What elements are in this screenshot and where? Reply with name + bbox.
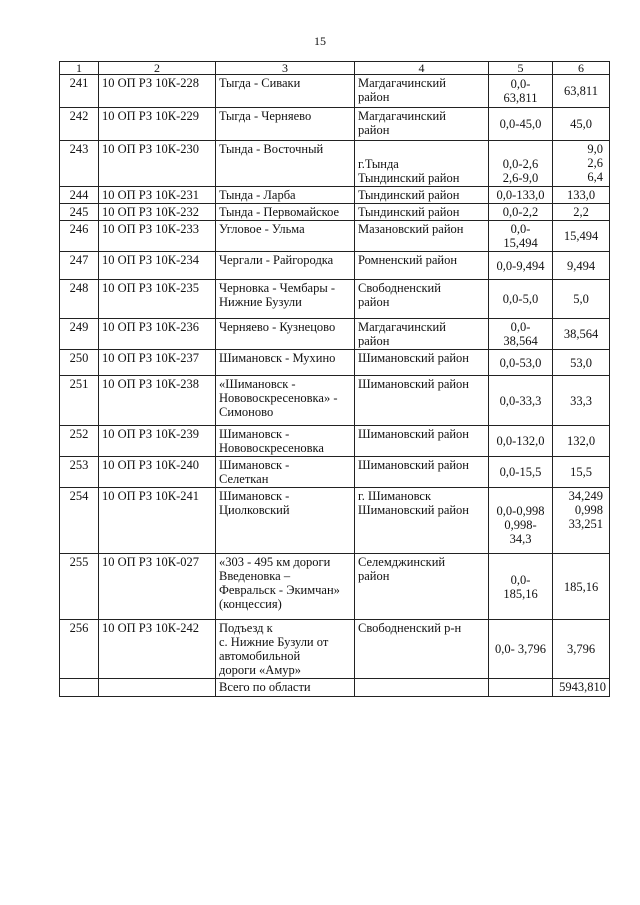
cell-line: 185,16 [503,586,538,601]
table-row [60,457,610,488]
km-range [489,187,553,204]
cell-line: Магдагачинский [358,320,446,334]
road-name [216,108,355,141]
cell-line: 0,0-2,6 [502,157,539,171]
district [355,350,489,376]
length-km [553,108,610,141]
total-row [60,679,610,697]
district [355,488,489,554]
cell-line: Магдагачинский [358,76,446,90]
row-number: 242 [60,108,99,141]
cell-line: Угловое - Ульма [219,222,305,236]
cell-line: 2,2 [573,205,589,219]
cell-line: Селеткан [219,472,269,486]
road-name [216,252,355,280]
cell-line: «303 - 495 км дороги [219,555,331,569]
cell-line: Тында - Ларба [219,188,296,202]
row-number: 245 [60,204,99,221]
cell-line: г.Тында [358,157,399,171]
total-label: Всего по области [216,679,355,697]
cell-line: 0,0- [510,320,531,334]
road-name [216,457,355,488]
length-km [553,221,610,252]
cell-line: Тындинский район [358,188,460,202]
column-header: 5 [489,62,553,75]
road-code: 10 ОП РЗ 10К-230 [99,141,216,187]
length-km [553,350,610,376]
district [355,620,489,679]
cell-line: Циолковский [219,503,290,517]
length-km [553,75,610,108]
cell-line: Нововоскресеновка [219,441,324,455]
road-code: 10 ОП РЗ 10К-228 [99,75,216,108]
cell-line: «Шимановск - [219,377,296,391]
road-name [216,75,355,108]
km-range [489,457,553,488]
table-row [60,620,610,679]
cell-line: 33,3 [570,393,592,408]
cell-line: район [358,334,390,348]
table-row [60,376,610,426]
row-number: 246 [60,221,99,252]
cell-line: район [358,123,390,137]
column-header: 4 [355,62,489,75]
district [355,457,489,488]
cell-line: Шимановск - [219,489,290,503]
cell-line: Тындинский район [358,171,460,185]
cell-line: Мазановский район [358,222,464,236]
road-code: 10 ОП РЗ 10К-234 [99,252,216,280]
empty-cell [99,679,216,697]
cell-line: 3,796 [566,642,596,656]
cell-line: 132,0 [566,434,596,448]
road-code: 10 ОП РЗ 10К-233 [99,221,216,252]
km-range [489,426,553,457]
length-km [553,141,610,187]
row-number: 254 [60,488,99,554]
km-range [489,141,553,187]
row-number: 247 [60,252,99,280]
cell-line: 45,0 [570,117,592,131]
road-code: 10 ОП РЗ 10К-239 [99,426,216,457]
cell-line: Черновка - Чембары - [219,281,336,295]
district [355,319,489,350]
cell-line: 6,4 [587,170,603,184]
cell-line: дороги «Амур» [219,663,301,677]
road-name [216,204,355,221]
road-name [216,488,355,554]
length-km [553,457,610,488]
road-name [216,620,355,679]
row-number: 249 [60,319,99,350]
road-name [216,221,355,252]
empty-cell [355,679,489,697]
cell-line: 2,6 [587,156,603,170]
table-row [60,75,610,108]
cell-line: Шимановский район [358,458,469,472]
table-row [60,187,610,204]
district [355,204,489,221]
cell-line: 53,0 [570,355,592,370]
cell-line: 15,494 [563,229,599,243]
cell-line: 63,811 [564,84,598,98]
km-range [489,252,553,280]
cell-line: Магдагачинский [358,109,446,123]
cell-line: Тыгда - Сиваки [219,76,301,90]
road-code: 10 ОП РЗ 10К-236 [99,319,216,350]
cell-line: 185,16 [563,579,599,594]
cell-line: Шимановский район [358,427,469,441]
cell-line: район [358,569,390,583]
cell-line: Шимановск - [219,458,290,472]
road-code: 10 ОП РЗ 10К-237 [99,350,216,376]
district [355,280,489,319]
table-row [60,426,610,457]
road-code: 10 ОП РЗ 10К-232 [99,204,216,221]
cell-line: 9,494 [566,258,596,273]
row-number: 250 [60,350,99,376]
cell-line: 0,0-0,998 [496,504,545,518]
cell-line: Свободненский р-н [358,621,462,635]
road-code: 10 ОП РЗ 10К-027 [99,554,216,620]
km-range [489,75,553,108]
cell-line: 0,998- [504,518,537,532]
road-code: 10 ОП РЗ 10К-238 [99,376,216,426]
cell-line: 0,0- [510,77,531,91]
cell-line: 38,564 [563,327,599,341]
cell-line: Шимановск - Мухино [219,351,336,365]
road-name [216,426,355,457]
district [355,376,489,426]
cell-line: 0,0-133,0 [496,188,545,202]
row-number: 252 [60,426,99,457]
cell-line: Нововоскресеновка» - [219,391,338,405]
km-range [489,221,553,252]
cell-line: 0,0-2,2 [502,205,539,219]
road-code: 10 ОП РЗ 10К-231 [99,187,216,204]
road-code: 10 ОП РЗ 10К-242 [99,620,216,679]
km-range [489,350,553,376]
road-name [216,554,355,620]
cell-line: Ромненский район [358,253,458,267]
cell-line: 34,3 [509,532,532,546]
cell-line: 0,0-15,5 [499,465,542,479]
cell-line: район [358,90,390,104]
column-header: 6 [553,62,610,75]
cell-line: Шимановский район [358,351,469,365]
km-range [489,108,553,141]
cell-line: Селемджинский [358,555,446,569]
road-code: 10 ОП РЗ 10К-229 [99,108,216,141]
cell-line: 33,251 [568,517,603,531]
road-name [216,141,355,187]
length-km [553,554,610,620]
table-header-row [60,62,610,75]
cell-line: 0,0-9,494 [496,258,545,273]
cell-line: Тыгда - Черняево [219,109,312,123]
row-number: 256 [60,620,99,679]
km-range [489,376,553,426]
cell-line: Свободненский [358,281,441,295]
road-code: 10 ОП РЗ 10К-241 [99,488,216,554]
km-range [489,280,553,319]
column-header: 2 [99,62,216,75]
cell-line: Тында - Восточный [219,142,324,156]
road-name [216,350,355,376]
row-number: 248 [60,280,99,319]
cell-line: (концессия) [219,597,282,611]
cell-line: Тындинский район [358,205,460,219]
cell-line: 34,249 [568,489,603,503]
table-row [60,221,610,252]
cell-line: г. Шимановск [358,489,432,503]
row-number: 243 [60,141,99,187]
cell-line: 0,0-45,0 [499,117,542,131]
cell-line: 15,494 [503,236,538,250]
cell-line: Шимановский район [358,503,469,517]
table-row [60,554,610,620]
cell-line: Черняево - Кузнецово [219,320,336,334]
km-range [489,554,553,620]
cell-line: автомобильной [219,649,301,663]
cell-line: 0,0-5,0 [502,292,539,306]
km-range [489,620,553,679]
page-number: 15 [314,34,326,48]
table-row [60,252,610,280]
length-km [553,426,610,457]
cell-line: 15,5 [570,465,592,479]
cell-line: 63,811 [503,91,538,105]
table-row [60,350,610,376]
cell-line: 0,0-33,3 [499,393,542,408]
cell-line: Чергали - Райгородка [219,253,334,267]
district [355,426,489,457]
empty-cell [489,679,553,697]
cell-line: Февральск - Экимчан» [219,583,340,597]
length-km [553,204,610,221]
total-length: 5943,810 [553,679,610,697]
district [355,75,489,108]
road-name [216,187,355,204]
row-number: 244 [60,187,99,204]
cell-line: 0,0- [510,222,531,236]
km-range [489,204,553,221]
table-row [60,280,610,319]
road-register-table [59,61,610,697]
length-km [553,187,610,204]
cell-line: 2,6-9,0 [502,171,539,185]
km-range [489,319,553,350]
column-header: 1 [60,62,99,75]
km-range [489,488,553,554]
road-code: 10 ОП РЗ 10К-235 [99,280,216,319]
road-name [216,319,355,350]
cell-line: Подъезд к [219,621,273,635]
district [355,187,489,204]
table-row [60,204,610,221]
length-km [553,319,610,350]
cell-line: 0,0-132,0 [496,434,545,448]
road-code: 10 ОП РЗ 10К-240 [99,457,216,488]
district [355,252,489,280]
table-row [60,319,610,350]
length-km [553,620,610,679]
length-km [553,252,610,280]
road-name [216,280,355,319]
road-name [216,376,355,426]
cell-line: Шимановск - [219,427,290,441]
length-km [553,376,610,426]
district [355,141,489,187]
cell-line: 0,0-53,0 [499,355,542,370]
cell-line: Введеновка – [219,569,291,583]
row-number: 251 [60,376,99,426]
length-km [553,280,610,319]
length-km [553,488,610,554]
cell-line: 9,0 [587,142,603,156]
row-number: 241 [60,75,99,108]
column-header: 3 [216,62,355,75]
cell-line: 0,998 [574,503,603,517]
cell-line: Тында - Первомайское [219,205,340,219]
cell-line: 133,0 [566,188,596,202]
cell-line: Нижние Бузули [219,295,302,309]
table-row [60,141,610,187]
row-number: 255 [60,554,99,620]
cell-line: район [358,295,390,309]
district [355,554,489,620]
table-row [60,488,610,554]
district [355,221,489,252]
row-number: 253 [60,457,99,488]
table-row [60,108,610,141]
cell-line: 0,0- 3,796 [494,642,547,656]
cell-line: Шимановский район [358,377,469,391]
district [355,108,489,141]
cell-line: Симоново [219,405,274,419]
empty-cell [60,679,99,697]
cell-line: 5,0 [573,292,589,306]
cell-line: 0,0- [510,572,531,587]
cell-line: с. Нижние Бузули от [219,635,329,649]
cell-line: 38,564 [503,334,538,348]
